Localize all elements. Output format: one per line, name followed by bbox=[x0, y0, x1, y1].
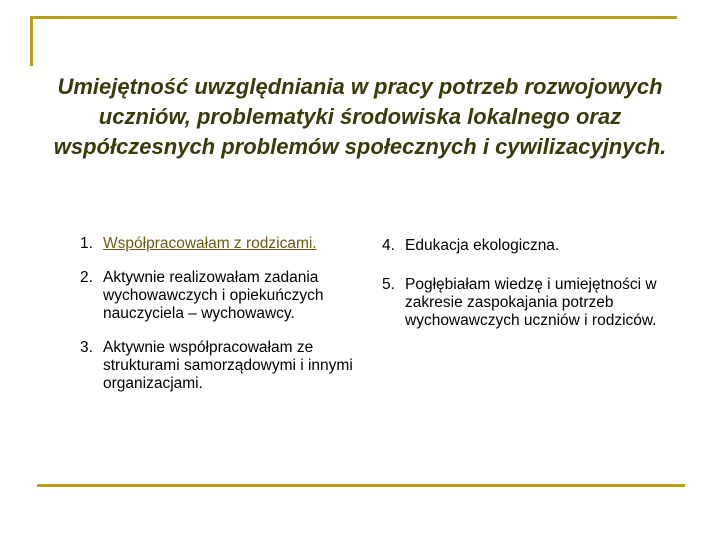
list-item bbox=[80, 235, 370, 253]
list-item-text: Aktywnie realizowałam zadania wychowawczych i opiekuńczych nauczyciela – wychowawcy. bbox=[103, 269, 324, 322]
frame-bottom-line bbox=[37, 484, 685, 487]
list-item-number: 2. bbox=[80, 269, 93, 286]
list-item bbox=[382, 237, 692, 255]
list-right bbox=[382, 237, 692, 346]
list-item-number: 3. bbox=[80, 339, 93, 356]
list-item-number: 1. bbox=[80, 235, 93, 252]
list-item-link[interactable]: Współpracowałam z rodzicami. bbox=[103, 235, 317, 252]
list-item-text: Aktywnie współpracowałam ze strukturami samorządowymi i innymi organizacjami. bbox=[103, 339, 353, 392]
slide-title: Umiejętność uwzględniania w pracy potrzeb rozwojowych uczniów, problematyki środowiska lokalnego oraz współczesnych problemów społecznych i cywilizacyjnych. bbox=[53, 74, 667, 159]
list-item-number: 4. bbox=[382, 237, 395, 254]
list-item-text: Pogłębiałam wiedzę i umiejętności w zakresie zaspokajania potrzeb wychowawczych uczniów i rodziców. bbox=[405, 276, 657, 329]
list-item-number: 5. bbox=[382, 276, 395, 293]
list-item bbox=[80, 339, 370, 393]
frame-left-line bbox=[30, 16, 33, 66]
list-item-text: Edukacja ekologiczna. bbox=[405, 237, 560, 254]
list-item bbox=[382, 276, 692, 330]
frame-top-line bbox=[30, 16, 677, 19]
list-item bbox=[80, 269, 370, 323]
list-left bbox=[80, 235, 370, 409]
